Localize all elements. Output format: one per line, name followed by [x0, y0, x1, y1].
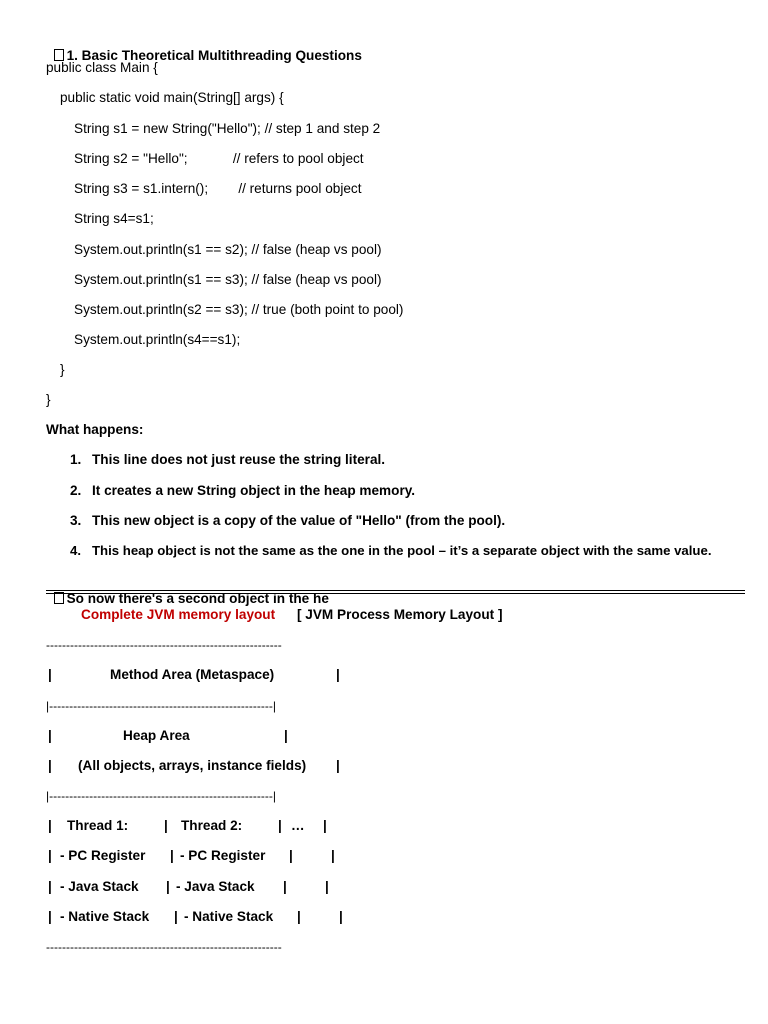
code-line: System.out.println(s1 == s2); // false (heap vs pool)	[74, 242, 382, 257]
code-line: System.out.println(s4==s1);	[74, 332, 241, 347]
code-line: System.out.println(s1 == s3); // false (heap vs pool)	[74, 272, 382, 287]
code-line: String s3 = s1.intern(); // returns pool object	[74, 181, 362, 196]
jvm-layout-title: Complete JVM memory layout	[81, 607, 276, 622]
heap-area-label: Heap Area	[123, 728, 190, 743]
diagram-pipe: |	[48, 818, 52, 833]
list-item-number: 1.	[70, 452, 82, 467]
diagram-separator-line: |--------------------------------------------------------|	[46, 789, 277, 803]
code-line: public class Main {	[46, 60, 158, 75]
list-item: It creates a new String object in the heap memory.	[92, 483, 416, 498]
list-item-number: 4.	[70, 543, 81, 558]
diagram-pipe: |	[336, 667, 340, 682]
diagram-pipe: |	[284, 728, 288, 743]
pc-register-label: - PC Register	[60, 848, 146, 863]
what-happens-title: What happens:	[46, 422, 144, 437]
divider	[46, 593, 745, 594]
code-line: public static void main(String[] args) {	[60, 90, 284, 105]
diagram-pipe: |	[325, 879, 329, 894]
native-stack-label: - Native Stack	[184, 909, 274, 924]
java-stack-label: - Java Stack	[60, 879, 139, 894]
code-line: }	[46, 392, 51, 407]
thread2-label: Thread 2:	[181, 818, 243, 833]
code-line: String s1 = new String("Hello"); // step 1 and step 2	[74, 121, 381, 136]
diagram-pipe: |	[331, 848, 335, 863]
diagram-pipe: |	[336, 758, 340, 773]
list-item-number: 3.	[70, 513, 82, 528]
diagram-pipe: |	[48, 879, 52, 894]
thread1-label: Thread 1:	[67, 818, 129, 833]
code-line: String s2 = "Hello"; // refers to pool object	[74, 151, 364, 166]
diagram-pipe: |	[48, 667, 52, 682]
method-area-label: Method Area (Metaspace)	[110, 667, 275, 682]
diagram-pipe: |	[48, 728, 52, 743]
thread-ellipsis: …	[291, 818, 305, 833]
diagram-border-line: -----------------------------------------------------------	[46, 638, 282, 652]
java-stack-label: - Java Stack	[176, 879, 255, 894]
pc-register-label: - PC Register	[180, 848, 266, 863]
jvm-layout-subtitle: [ JVM Process Memory Layout ]	[297, 607, 503, 622]
list-item: This line does not just reuse the string literal.	[92, 452, 386, 467]
diagram-pipe: |	[164, 818, 168, 833]
diagram-pipe: |	[174, 909, 178, 924]
diagram-pipe: |	[48, 758, 52, 773]
code-line: String s4=s1;	[74, 211, 154, 226]
diagram-separator-line: |--------------------------------------------------------|	[46, 699, 277, 713]
diagram-pipe: |	[289, 848, 293, 863]
diagram-pipe: |	[323, 818, 327, 833]
heap-area-description: (All objects, arrays, instance fields)	[78, 758, 307, 773]
diagram-pipe: |	[283, 879, 287, 894]
code-line: System.out.println(s2 == s3); // true (both point to pool)	[74, 302, 404, 317]
diagram-pipe: |	[339, 909, 343, 924]
diagram-pipe: |	[278, 818, 282, 833]
list-item-number: 2.	[70, 483, 82, 498]
diagram-pipe: |	[48, 848, 52, 863]
section-heading-text: 1. Basic Theoretical Multithreading Questions	[66, 48, 362, 63]
diagram-pipe: |	[166, 879, 170, 894]
diagram-pipe: |	[48, 909, 52, 924]
diagram-border-line: -----------------------------------------------------------	[46, 940, 282, 954]
list-item: This heap object is not the same as the one in the pool – it’s a separate object with the same value.	[92, 543, 712, 558]
diagram-pipe: |	[170, 848, 174, 863]
native-stack-label: - Native Stack	[60, 909, 150, 924]
code-line: }	[60, 362, 65, 377]
list-item: This new object is a copy of the value of "Hello" (from the pool).	[92, 513, 506, 528]
diagram-pipe: |	[297, 909, 301, 924]
summary-text: So now there's a second object in the he	[66, 591, 329, 606]
divider	[46, 590, 745, 591]
